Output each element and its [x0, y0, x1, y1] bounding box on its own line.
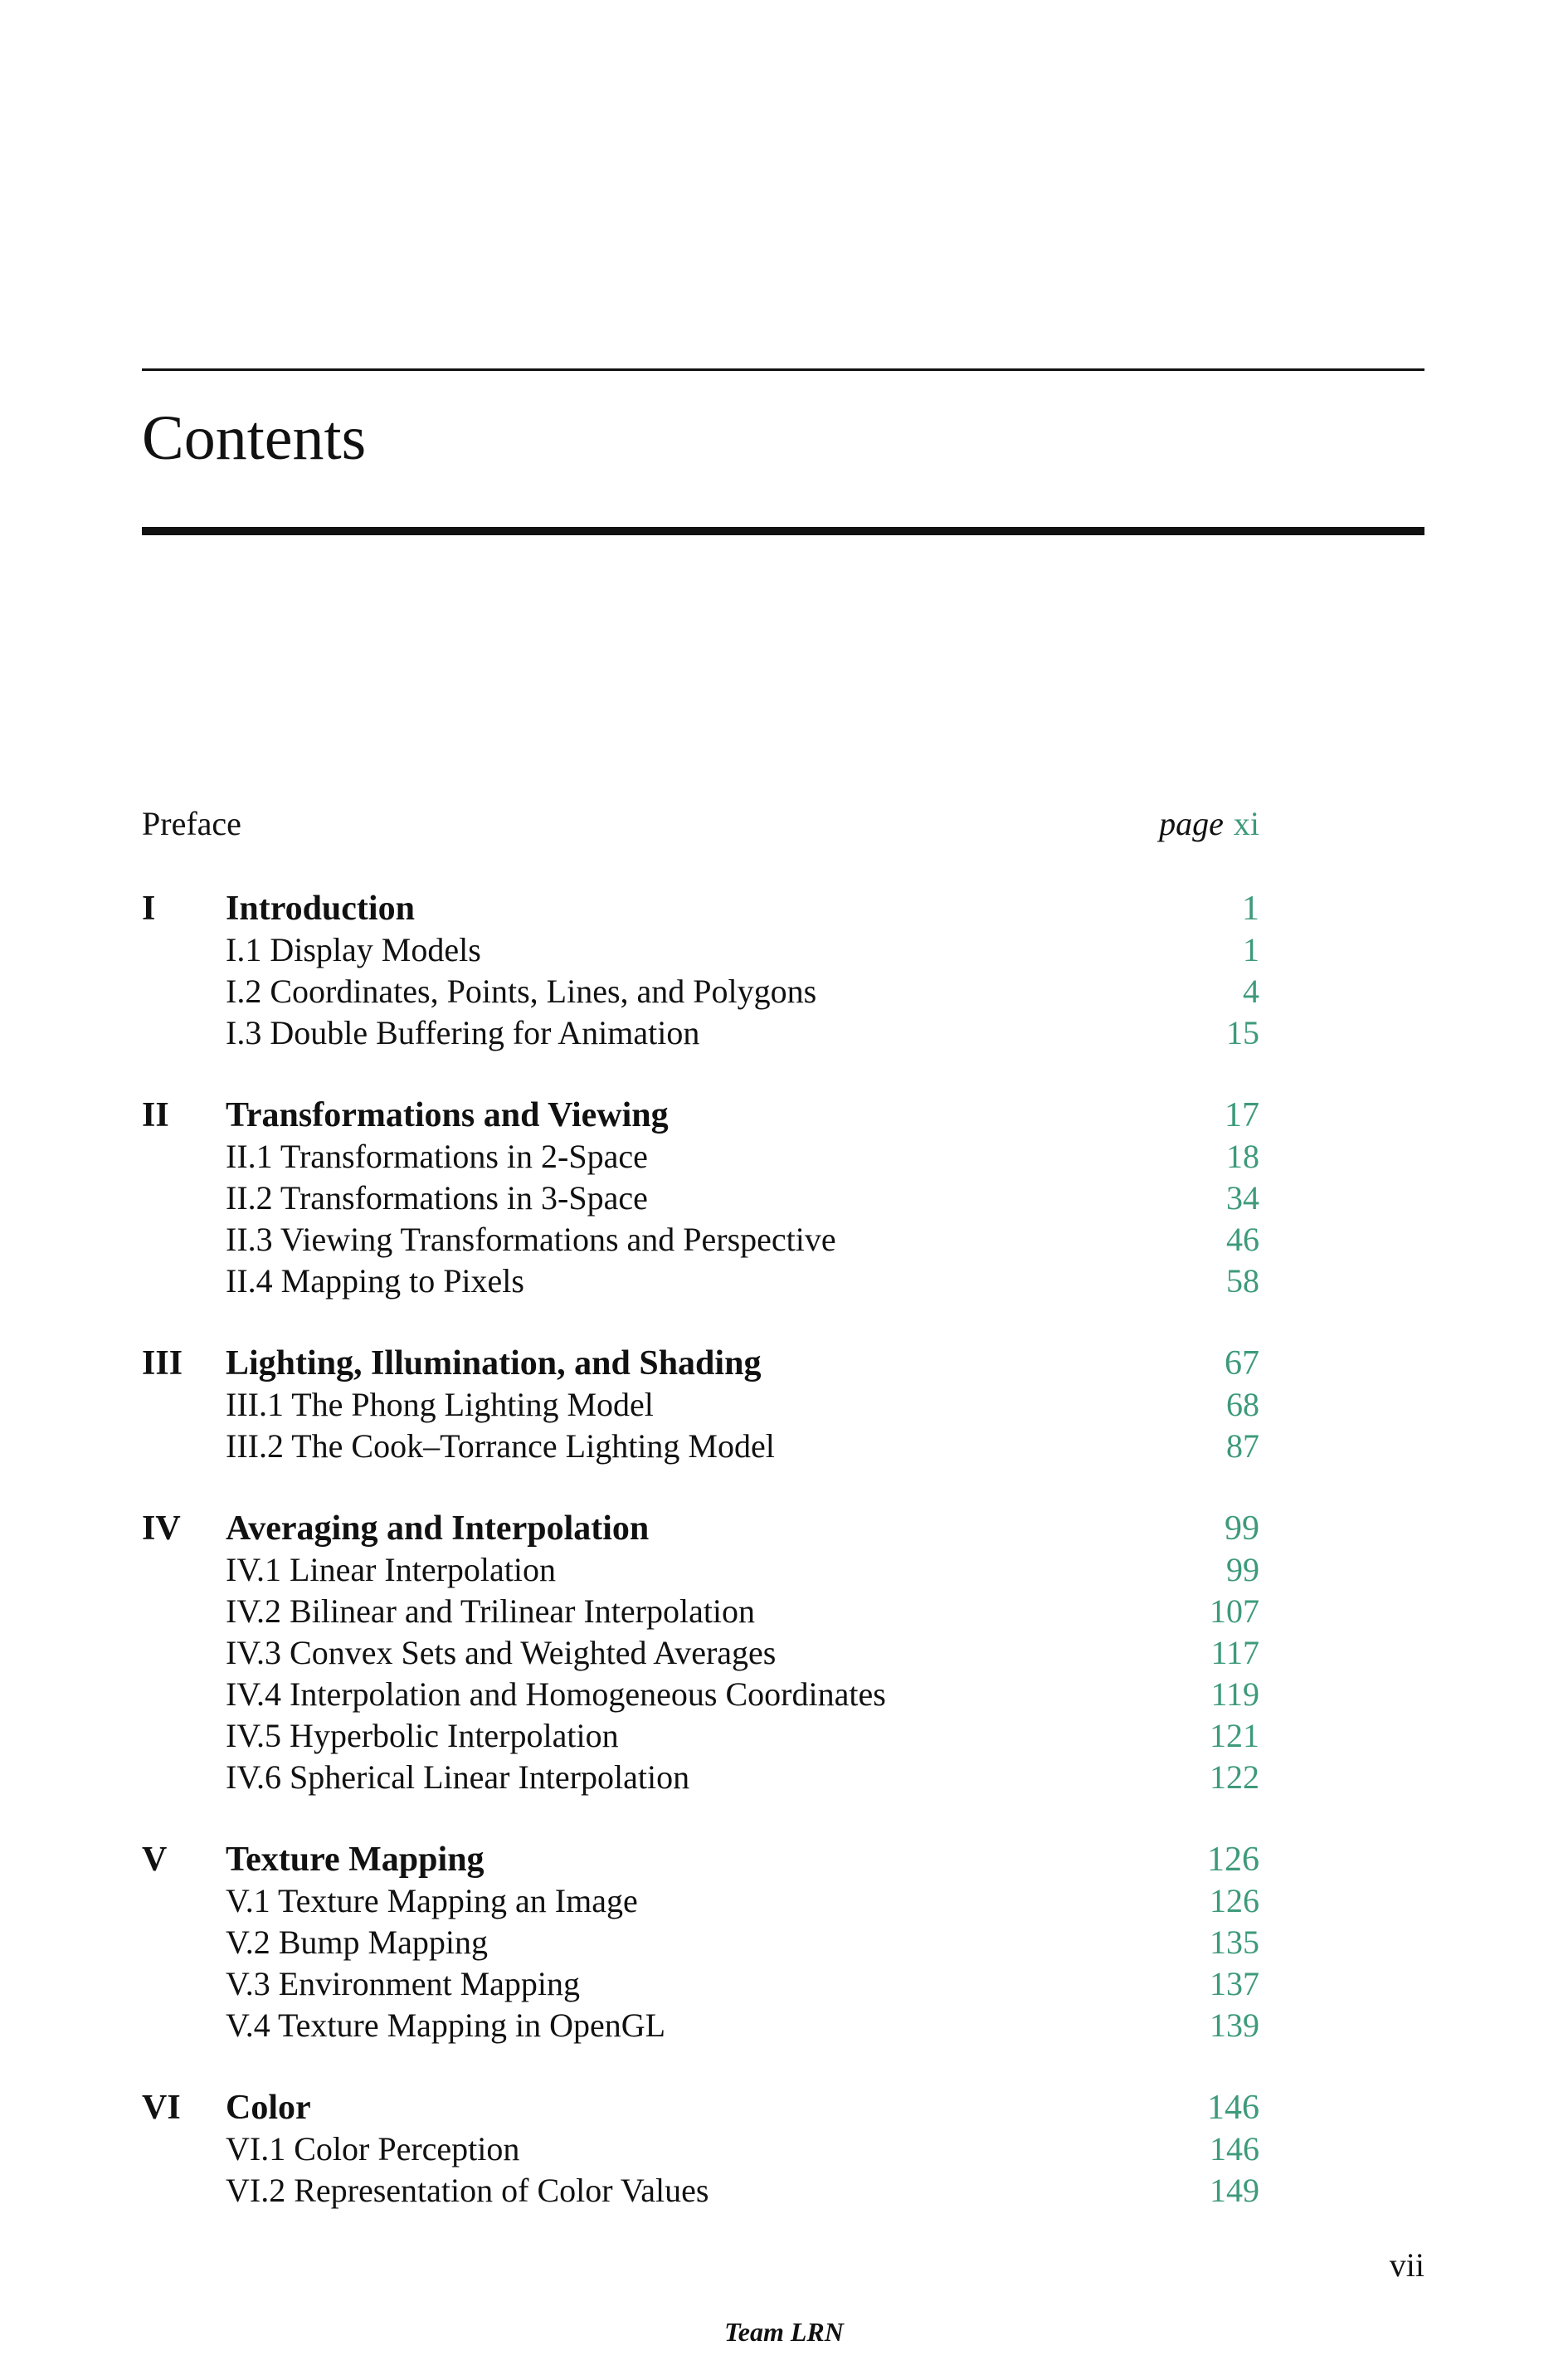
section-title: IV.3 Convex Sets and Weighted Averages	[226, 1634, 777, 1671]
toc-section[interactable]	[142, 2128, 1259, 2170]
section-title: IV.5 Hyperbolic Interpolation	[226, 1717, 619, 1754]
section-title: V.1 Texture Mapping an Image	[226, 1882, 638, 1919]
toc-section[interactable]	[142, 1880, 1259, 1922]
page-prefix: page	[1159, 805, 1224, 842]
toc-section[interactable]	[142, 1591, 1259, 1632]
toc-section[interactable]	[142, 1219, 1259, 1261]
top-rule	[142, 368, 1424, 371]
section-page-number: 107	[1210, 1592, 1259, 1630]
page-title: Contents	[142, 403, 367, 473]
section-title: VI.1 Color Perception	[226, 2130, 520, 2168]
toc-section[interactable]	[142, 1674, 1259, 1715]
part-title: Texture Mapping	[226, 1841, 485, 1879]
part-numeral: III	[142, 1344, 183, 1382]
toc-section[interactable]	[142, 1922, 1259, 1963]
part-numeral: V	[142, 1841, 168, 1879]
toc-section[interactable]	[142, 1757, 1259, 1798]
toc-section[interactable]	[142, 2170, 1259, 2211]
section-title: II.4 Mapping to Pixels	[226, 1262, 524, 1300]
toc-section[interactable]	[142, 1426, 1259, 1467]
section-page-number: 4	[1243, 973, 1259, 1010]
section-title: IV.4 Interpolation and Homogeneous Coordinates	[226, 1675, 886, 1713]
section-page-number: 58	[1226, 1262, 1259, 1300]
section-title: III.2 The Cook–Torrance Lighting Model	[226, 1427, 775, 1465]
section-title: V.4 Texture Mapping in OpenGL	[226, 2007, 666, 2044]
part-title: Averaging and Interpolation	[226, 1509, 650, 1548]
section-title: I.2 Coordinates, Points, Lines, and Polygons	[226, 973, 817, 1010]
section-title: III.1 The Phong Lighting Model	[226, 1386, 654, 1423]
section-title: V.2 Bump Mapping	[226, 1924, 488, 1961]
toc-section[interactable]	[142, 1261, 1259, 1302]
part-numeral: IV	[142, 1509, 181, 1548]
section-title: II.2 Transformations in 3-Space	[226, 1179, 648, 1217]
toc-part-4[interactable]	[142, 1508, 1259, 1549]
part-page-number: 146	[1207, 2089, 1259, 2127]
section-title: V.3 Environment Mapping	[226, 1965, 581, 2002]
section-page-number: 117	[1210, 1634, 1259, 1671]
toc-section[interactable]	[142, 1715, 1259, 1757]
section-page-number: 139	[1210, 2007, 1259, 2044]
section-page-number: 137	[1210, 1965, 1259, 2002]
toc-section[interactable]	[142, 1549, 1259, 1591]
toc-section[interactable]	[142, 929, 1259, 971]
part-title: Introduction	[226, 890, 415, 928]
part-page-number: 126	[1207, 1841, 1259, 1879]
part-numeral: I	[142, 890, 156, 928]
title-underline-rule	[142, 527, 1424, 535]
section-title: IV.1 Linear Interpolation	[226, 1551, 557, 1588]
section-page-number: 119	[1210, 1675, 1259, 1713]
toc-section[interactable]	[142, 1178, 1259, 1219]
section-title: IV.2 Bilinear and Trilinear Interpolation	[226, 1592, 756, 1630]
part-page-number: 99	[1225, 1509, 1259, 1548]
section-page-number: 1	[1243, 931, 1259, 968]
part-page-number: 1	[1242, 890, 1259, 928]
part-page-number: 67	[1225, 1344, 1259, 1382]
part-page-number: 17	[1225, 1096, 1259, 1134]
preface-page	[1159, 801, 1259, 847]
page-folio: vii	[1389, 2246, 1424, 2284]
section-page-number: 126	[1210, 1882, 1259, 1919]
toc-section[interactable]	[142, 1632, 1259, 1674]
section-page-number: 121	[1210, 1717, 1259, 1754]
toc-part-2[interactable]	[142, 1095, 1259, 1136]
toc-part-5[interactable]	[142, 1839, 1259, 1880]
watermark-text: Team LRN	[724, 2317, 844, 2347]
preface-page-number: xi	[1233, 805, 1259, 842]
part-title: Lighting, Illumination, and Shading	[226, 1344, 762, 1382]
part-title: Color	[226, 2089, 311, 2127]
toc-section[interactable]	[142, 971, 1259, 1012]
part-numeral: II	[142, 1096, 169, 1134]
toc-section[interactable]	[142, 1963, 1259, 2005]
section-page-number: 146	[1210, 2130, 1259, 2168]
section-title: II.1 Transformations in 2-Space	[226, 1138, 648, 1175]
preface-label: Preface	[142, 805, 241, 842]
section-page-number: 99	[1226, 1551, 1259, 1588]
section-page-number: 15	[1226, 1014, 1259, 1051]
section-page-number: 46	[1226, 1221, 1259, 1258]
section-title: II.3 Viewing Transformations and Perspective	[226, 1221, 836, 1258]
part-numeral: VI	[142, 2089, 181, 2127]
toc-part-6[interactable]	[142, 2087, 1259, 2128]
section-title: I.3 Double Buffering for Animation	[226, 1014, 700, 1051]
section-title: I.1 Display Models	[226, 931, 481, 968]
section-page-number: 135	[1210, 1924, 1259, 1961]
section-page-number: 87	[1226, 1427, 1259, 1465]
table-of-contents	[142, 801, 1259, 2211]
toc-section[interactable]	[142, 1136, 1259, 1178]
toc-part-1[interactable]	[142, 888, 1259, 929]
section-title: VI.2 Representation of Color Values	[226, 2172, 709, 2209]
section-page-number: 149	[1210, 2172, 1259, 2209]
toc-part-3[interactable]	[142, 1343, 1259, 1384]
section-page-number: 122	[1210, 1758, 1259, 1796]
part-title: Transformations and Viewing	[226, 1096, 669, 1134]
section-page-number: 34	[1226, 1179, 1259, 1217]
toc-section[interactable]	[142, 2005, 1259, 2046]
toc-entry-preface[interactable]	[142, 801, 1259, 847]
section-title: IV.6 Spherical Linear Interpolation	[226, 1758, 690, 1796]
section-page-number: 68	[1226, 1386, 1259, 1423]
section-page-number: 18	[1226, 1138, 1259, 1175]
toc-section[interactable]	[142, 1012, 1259, 1054]
toc-section[interactable]	[142, 1384, 1259, 1426]
